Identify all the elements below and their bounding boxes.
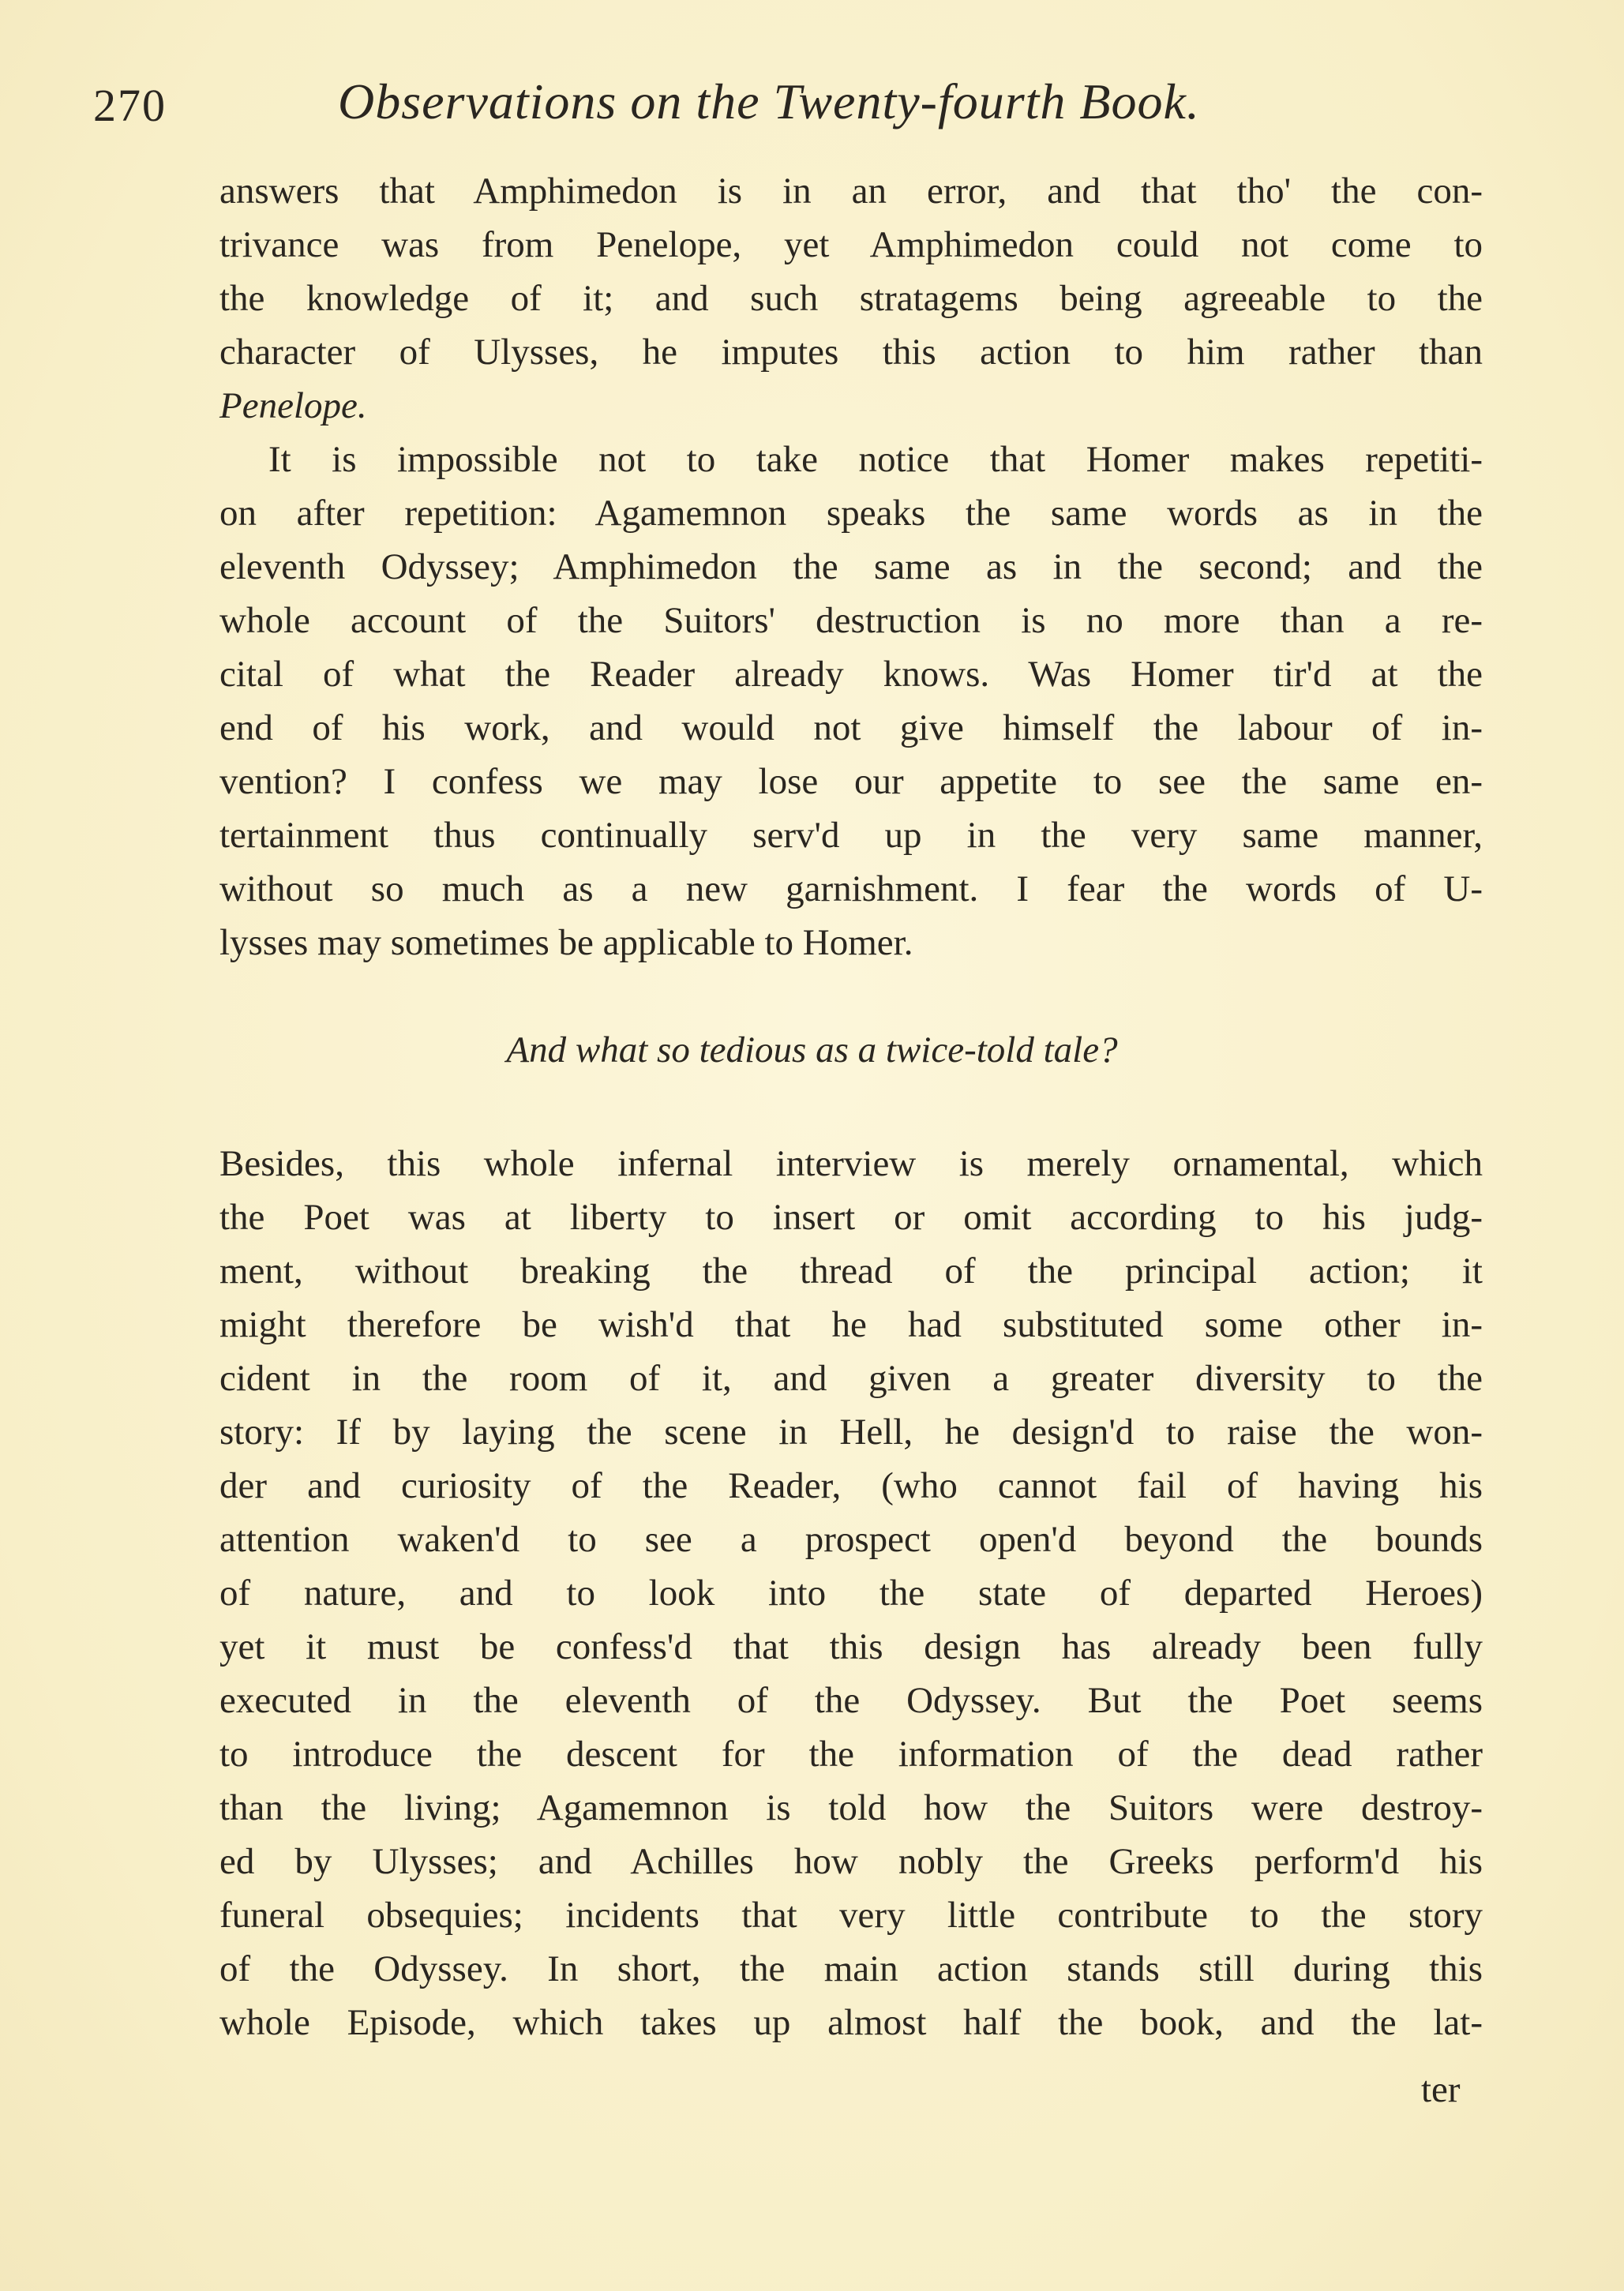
text-line: trivance was from Penelope, yet Amphimedon could not come to [219, 224, 1483, 265]
text-line: without so much as a new garnishment. I fear the words of U- [219, 868, 1483, 909]
text-line: on after repetition: Agamemnon speaks the same words as in the [219, 493, 1483, 534]
text-line: lysses may sometimes be applicable to Homer. [219, 922, 913, 963]
quotation-line: And what so tedious as a twice-told tale? [506, 1029, 1118, 1071]
text-line: story: If by laying the scene in Hell, he design'd to raise the won- [219, 1412, 1483, 1453]
text-line: the Poet was at liberty to insert or omit according to his judg- [219, 1197, 1483, 1238]
text-line: might therefore be wish'd that he had substituted some other in- [219, 1304, 1483, 1345]
text-block-lower [219, 1137, 1483, 2049]
text-line: funeral obsequies; incidents that very little contribute to the story [219, 1895, 1483, 1936]
catchword: ter [1421, 2069, 1461, 2110]
text-line: the knowledge of it; and such stratagems being agreeable to the [219, 278, 1483, 319]
text-line: tertainment thus continually serv'd up in the very same manner, [219, 815, 1483, 856]
paragraph-3 [219, 1137, 1483, 2049]
text-line: end of his work, and would not give himself the labour of in- [219, 707, 1483, 748]
text-line: attention waken'd to see a prospect open'd beyond the bounds [219, 1519, 1483, 1560]
text-line: answers that Amphimedon is in an error, and that tho' the con- [219, 171, 1483, 212]
text-line: to introduce the descent for the information of the dead rather [219, 1734, 1483, 1775]
paragraph-2 [219, 433, 1483, 969]
text-line: der and curiosity of the Reader, (who cannot fail of having his [219, 1465, 1483, 1506]
text-line: yet it must be confess'd that this design has already been fully [219, 1626, 1483, 1667]
text-line: eleventh Odyssey; Amphimedon the same as in the second; and the [219, 546, 1483, 587]
page-header [93, 73, 1514, 144]
running-title: Observations on the Twenty-fourth Book. [338, 73, 1200, 129]
text-line: than the living; Agamemnon is told how the Suitors were destroy- [219, 1787, 1483, 1828]
text-line: executed in the eleventh of the Odyssey. But the Poet seems [219, 1680, 1483, 1721]
text-line: character of Ulysses, he imputes this action to him rather than [219, 332, 1483, 373]
text-line: cital of what the Reader already knows. Was Homer tir'd at the [219, 654, 1483, 695]
text-line: vention? I confess we may lose our appetite to see the same en- [219, 761, 1483, 802]
text-block-upper [219, 164, 1483, 969]
text-line: ed by Ulysses; and Achilles how nobly the Greeks perform'd his [219, 1841, 1483, 1882]
text-line: of nature, and to look into the state of departed Heroes) [219, 1573, 1483, 1614]
text-line: of the Odyssey. In short, the main action stands still during this [219, 1948, 1483, 1989]
text-line: whole account of the Suitors' destruction is no more than a re- [219, 600, 1483, 641]
text-line: It is impossible not to take notice that Homer makes repetiti- [268, 439, 1483, 480]
text-line: whole Episode, which takes up almost half the book, and the lat- [219, 2002, 1483, 2043]
paragraph-1 [219, 164, 1483, 433]
page-number: 270 [93, 80, 167, 131]
text-line: Besides, this whole infernal interview is merely ornamental, which [219, 1143, 1483, 1184]
text-line: Penelope. [219, 385, 367, 426]
text-line: ment, without breaking the thread of the principal action; it [219, 1250, 1483, 1292]
text-line: cident in the room of it, and given a greater diversity to the [219, 1358, 1483, 1399]
